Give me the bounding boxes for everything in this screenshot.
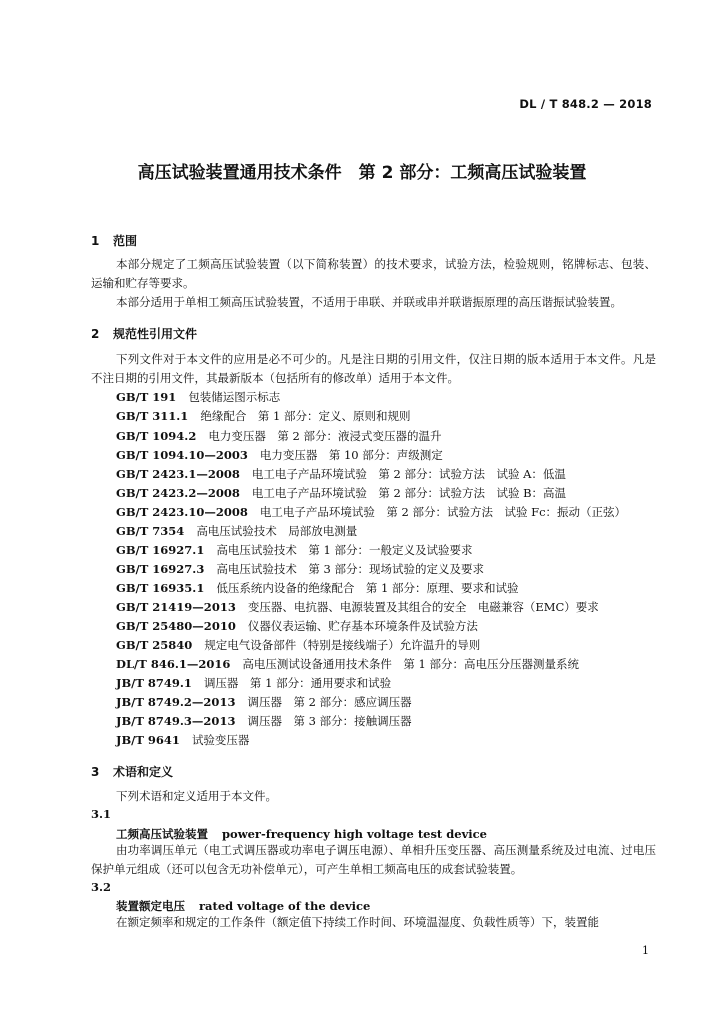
reference-code: GB/T 1094.2 xyxy=(116,429,197,443)
reference-title: 电工电子产品环境试验 第 2 部分：试验方法 试验 B：高温 xyxy=(251,486,567,500)
reference-title: 包装储运图示标志 xyxy=(188,390,281,404)
reference-item xyxy=(116,504,626,520)
reference-title: 高电压测试设备通用技术条件 第 1 部分：高电压分压器测量系统 xyxy=(242,657,579,671)
reference-title: 规定电气设备部件（特别是接线端子）允许温升的导则 xyxy=(204,638,481,652)
reference-item xyxy=(116,713,412,729)
section-title: 规范性引用文件 xyxy=(113,327,198,341)
scope-paragraph-1: 本部分规定了工频高压试验装置（以下简称装置）的技术要求，试验方法，检验规则，铭牌标志、包装、运输和贮存等要求。 xyxy=(91,257,656,290)
reference-code: DL/T 846.1—2016 xyxy=(116,657,231,671)
term-en: rated voltage of the device xyxy=(199,899,371,913)
reference-code: GB/T 16935.1 xyxy=(116,581,205,595)
term-en: power-frequency high voltage test device xyxy=(222,827,487,841)
terms-intro-paragraph: 下列术语和定义适用于本文件。 xyxy=(116,789,277,803)
reference-title: 变压器、电抗器、电源装置及其组合的安全 电磁兼容（EMC）要求 xyxy=(247,600,599,614)
term-number: 3.2 xyxy=(91,880,112,894)
reference-code: GB/T 16927.3 xyxy=(116,562,205,576)
reference-item xyxy=(116,447,443,463)
reference-item xyxy=(116,561,484,577)
section-heading-normative-references xyxy=(91,325,197,342)
reference-item xyxy=(116,542,472,558)
reference-title: 调压器 第 1 部分：通用要求和试验 xyxy=(203,676,392,690)
page-number: 1 xyxy=(642,944,649,957)
reference-code: GB/T 21419—2013 xyxy=(116,600,236,614)
section-heading-terms xyxy=(91,763,173,780)
reference-item xyxy=(116,599,599,615)
term-zh: 工频高压试验装置 xyxy=(116,827,208,841)
reference-code: GB/T 2423.1—2008 xyxy=(116,467,240,481)
term-definition: 在额定频率和规定的工作条件（额定值下持续工作时间、环境温湿度、负载性质等）下，装置能 xyxy=(116,915,599,929)
reference-title: 绝缘配合 第 1 部分：定义、原则和规则 xyxy=(200,409,411,423)
reference-title: 高电压试验技术 第 1 部分：一般定义及试验要求 xyxy=(216,543,473,557)
reference-code: GB/T 191 xyxy=(116,390,177,404)
reference-title: 高电压试验技术 第 3 部分：现场试验的定义及要求 xyxy=(216,562,484,576)
reference-item xyxy=(116,637,480,653)
reference-code: GB/T 16927.1 xyxy=(116,543,205,557)
term-heading xyxy=(116,826,487,842)
section-number: 1 xyxy=(91,234,100,248)
reference-code: GB/T 2423.2—2008 xyxy=(116,486,240,500)
reference-item xyxy=(116,389,280,405)
reference-item xyxy=(116,732,249,748)
reference-title: 高电压试验技术 局部放电测量 xyxy=(196,524,358,538)
reference-code: GB/T 7354 xyxy=(116,524,185,538)
reference-item xyxy=(116,408,410,424)
reference-item xyxy=(116,580,518,596)
reference-item xyxy=(116,523,357,539)
reference-title: 调压器 第 3 部分：接触调压器 xyxy=(247,714,412,728)
section-title: 范围 xyxy=(113,234,138,248)
reference-item xyxy=(116,466,566,482)
section-number: 2 xyxy=(91,327,100,341)
reference-code: JB/T 8749.1 xyxy=(116,676,192,690)
reference-code: JB/T 9641 xyxy=(116,733,180,747)
reference-code: JB/T 8749.2—2013 xyxy=(116,695,236,709)
reference-code: GB/T 1094.10—2003 xyxy=(116,448,248,462)
reference-title: 调压器 第 2 部分：感应调压器 xyxy=(247,695,412,709)
reference-code: GB/T 311.1 xyxy=(116,409,189,423)
reference-title: 低压系统内设备的绝缘配合 第 1 部分：原理、要求和试验 xyxy=(216,581,519,595)
reference-code: GB/T 25480—2010 xyxy=(116,619,236,633)
term-number: 3.1 xyxy=(91,807,112,821)
reference-code: JB/T 8749.3—2013 xyxy=(116,714,236,728)
reference-title: 试验变压器 xyxy=(191,733,250,747)
reference-item xyxy=(116,618,478,634)
reference-code: GB/T 2423.10—2008 xyxy=(116,505,248,519)
reference-item xyxy=(116,428,441,444)
document-title: 高压试验装置通用技术条件 第 2 部分：工频高压试验装置 xyxy=(137,163,587,183)
reference-item xyxy=(116,694,412,710)
reference-title: 电力变压器 第 2 部分：液浸式变压器的温升 xyxy=(208,429,442,443)
scope-paragraph-2: 本部分适用于单相工频高压试验装置，不适用于串联、并联或串并联谐振原理的高压谐振试验装置。 xyxy=(116,295,622,309)
term-zh: 装置额定电压 xyxy=(116,899,185,913)
standard-code-header: DL / T 848.2 — 2018 xyxy=(519,97,652,111)
references-intro-paragraph: 下列文件对于本文件的应用是必不可少的。凡是注日期的引用文件，仅注日期的版本适用于本文件。凡是不注日期的引用文件，其最新版本（包括所有的修改单）适用于本文件。 xyxy=(91,352,656,385)
section-title: 术语和定义 xyxy=(113,765,174,779)
reference-item xyxy=(116,675,391,691)
term-definition: 由功率调压单元（电工式调压器或功率电子调压电源）、单相升压变压器、高压测量系统及过电流、过电压保护单元组成（还可以包含无功补偿单元），可产生单相工频高电压的成套试验装置。 xyxy=(91,843,656,876)
term-heading xyxy=(116,898,370,914)
reference-title: 电力变压器 第 10 部分：声级测定 xyxy=(259,448,443,462)
reference-title: 电工电子产品环境试验 第 2 部分：试验方法 试验 A：低温 xyxy=(251,467,566,481)
reference-item xyxy=(116,485,566,501)
section-number: 3 xyxy=(91,765,100,779)
section-heading-scope xyxy=(91,232,137,249)
reference-title: 电工电子产品环境试验 第 2 部分：试验方法 试验 Fc：振动（正弦） xyxy=(259,505,627,519)
reference-item xyxy=(116,656,579,672)
reference-code: GB/T 25840 xyxy=(116,638,193,652)
reference-title: 仪器仪表运输、贮存基本环境条件及试验方法 xyxy=(247,619,478,633)
